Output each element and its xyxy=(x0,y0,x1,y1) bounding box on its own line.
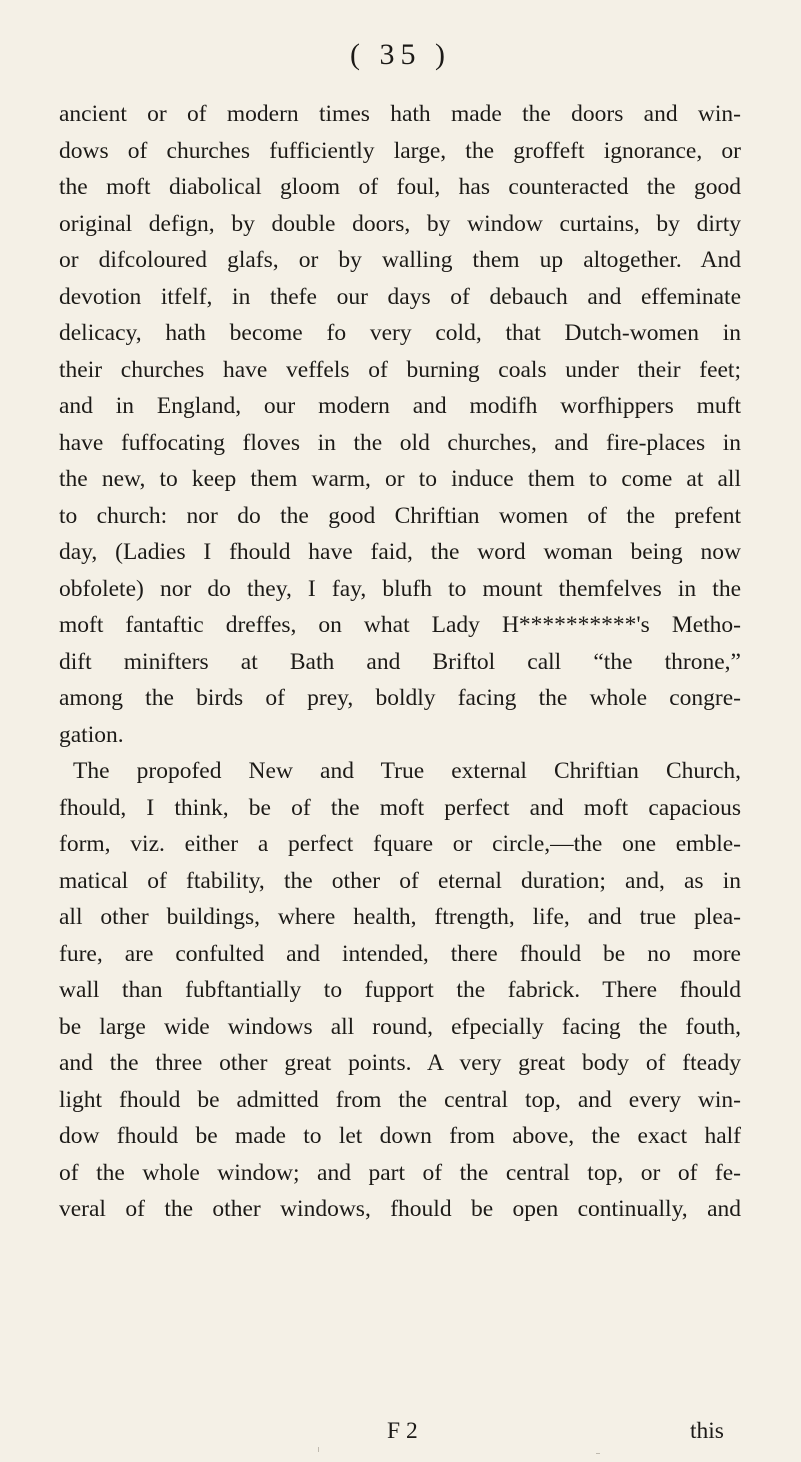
text-line: the new, to keep them warm, or to induce them to come at all xyxy=(59,466,741,492)
page-number: ( 35 ) xyxy=(350,38,451,71)
text-line: veral of the other windows, fhould be open continually, and xyxy=(59,1196,741,1222)
text-line: gation. xyxy=(59,721,124,748)
text-line: or difcoloured glafs, or by walling them up altogether. And xyxy=(59,247,741,273)
text-line: wall than fubftantially to fupport the fabrick. There fhould xyxy=(59,977,741,1003)
text-line: among the birds of prey, boldly facing the whole congre- xyxy=(59,685,741,711)
signature-mark: F 2 xyxy=(387,1418,418,1444)
text-line: the moft diabolical gloom of foul, has counteracted the good xyxy=(59,174,741,200)
text-line: light fhould be admitted from the central top, and every win- xyxy=(59,1086,741,1113)
text-line: fhould, I think, be of the moft perfect and moft capacious xyxy=(59,794,741,821)
text-line: devotion itfelf, in thefe our days of debauch and effeminate xyxy=(59,283,741,310)
text-line: moft fantaftic dreffes, on what Lady H**********'s Metho- xyxy=(59,612,741,638)
text-line: original defign, by double doors, by window curtains, by dirty xyxy=(59,210,741,237)
text-line: and the three other great points. A very great body of fteady xyxy=(59,1050,741,1076)
text-line: ancient or of modern times hath made the doors and win- xyxy=(59,101,741,127)
text-line: The propofed New and True external Chriftian Church, xyxy=(73,758,741,784)
text-line: and in England, our modern and modifh worfhippers muft xyxy=(59,393,741,419)
text-line: all other buildings, where health, ftrength, life, and true plea- xyxy=(59,904,741,930)
catchword: this xyxy=(690,1418,724,1444)
text-line: to church: nor do the good Chriftian women of the prefent xyxy=(59,502,741,529)
paper-speck xyxy=(596,1453,600,1454)
text-line: dow fhould be made to let down from above, the exact half xyxy=(59,1123,741,1149)
text-line: obfolete) nor do they, I fay, blufh to mount themfelves in the xyxy=(59,575,741,602)
text-line: of the whole window; and part of the central top, or of fe- xyxy=(59,1159,741,1186)
text-line: dows of churches fufficiently large, the groffeft ignorance, or xyxy=(59,137,741,164)
text-line: fure, are confulted and intended, there fhould be no more xyxy=(59,940,741,967)
text-line: matical of ftability, the other of eternal duration; and, as in xyxy=(59,867,741,894)
text-line: delicacy, hath become fo very cold, that Dutch-women in xyxy=(59,320,741,346)
paragraph-1 xyxy=(59,96,741,753)
text-line: have fuffocating floves in the old churches, and fire-places in xyxy=(59,429,741,456)
text-line: form, viz. either a perfect fquare or circle,—the one emble- xyxy=(59,831,741,857)
paper-speck xyxy=(318,1447,319,1452)
text-line: be large wide windows all round, efpecially facing the fouth, xyxy=(59,1013,741,1040)
text-line: dift minifters at Bath and Briftol call “the throne,” xyxy=(59,648,741,675)
footer-line xyxy=(0,1413,801,1449)
paragraph-2 xyxy=(59,753,741,1228)
text-line: their churches have veffels of burning coals under their feet; xyxy=(59,356,741,383)
text-line: day, (Ladies I fhould have faid, the word woman being now xyxy=(59,539,741,565)
